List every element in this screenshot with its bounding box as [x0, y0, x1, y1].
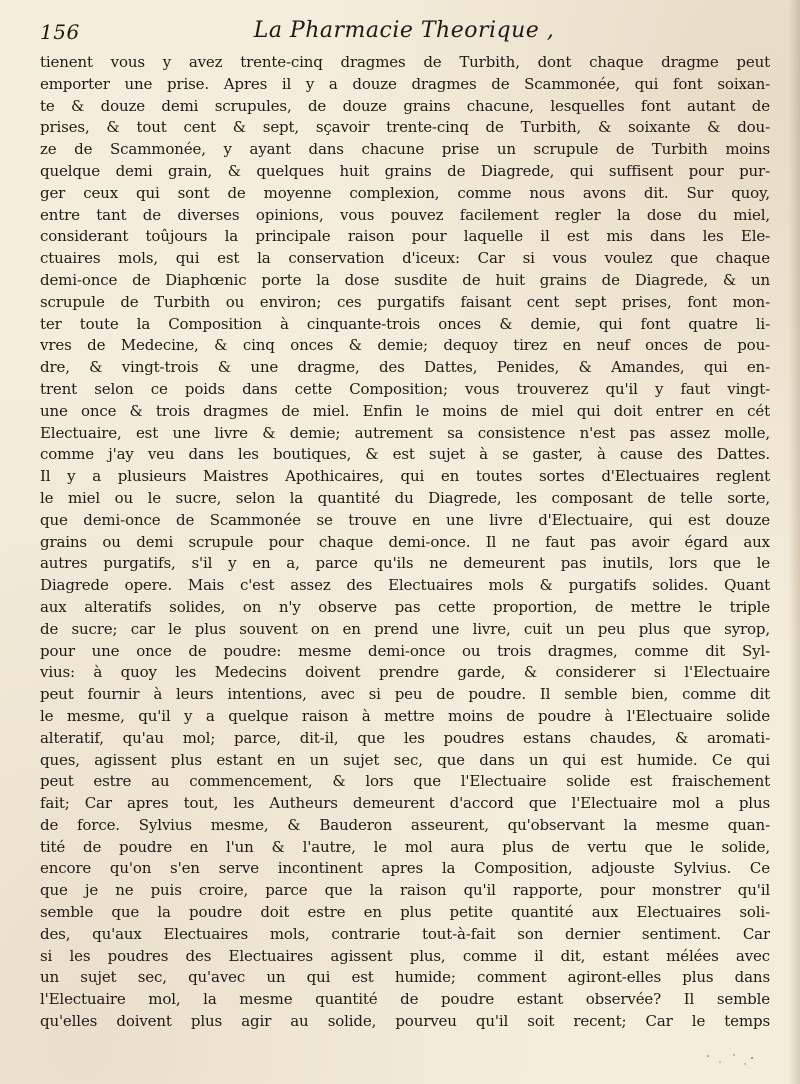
text-line: tité de poudre en l'un & l'autre, le mol aura plus de vertu que le solide, [40, 837, 770, 856]
text-line: aux alteratifs solides, on n'y observe pas cette proportion, de mettre le triple [40, 597, 770, 616]
text-line: encore qu'on s'en serve incontinent apres la Composition, adjouste Sylvius. Ce [40, 859, 770, 878]
text-line: le miel ou le sucre, selon la quantité du Diagrede, les composant de telle sorte, [40, 488, 770, 507]
text-line: de sucre; car le plus souvent on en prend une livre, cuit un peu plus que syrop, [40, 619, 770, 638]
text-line: ze de Scammonée, y ayant dans chacune prise un scrupule de Turbith moins [40, 140, 770, 159]
text-line: ger ceux qui sont de moyenne complexion, comme nous avons dit. Sur quoy, [40, 183, 770, 202]
text-line: si les poudres des Electuaires agissent plus, comme il dit, estant mélées avec [40, 946, 770, 965]
print-specks-decoration [700, 1050, 760, 1070]
text-line: peut estre au commencement, & lors que l'Electuaire solide est fraischement [40, 772, 770, 791]
text-line: le mesme, qu'il y a quelque raison à mettre moins de poudre à l'Electuaire solide [40, 706, 770, 725]
text-line: de force. Sylvius mesme, & Bauderon asseurent, qu'observant la mesme quan- [40, 815, 770, 834]
page-number: 156 [40, 20, 80, 44]
text-line: une once & trois dragmes de miel. Enfin le moins de miel qui doit entrer en cét [40, 401, 770, 420]
page-header [40, 16, 768, 46]
text-line: fait; Car apres tout, les Autheurs demeurent d'accord que l'Electuaire mol a plus [40, 794, 770, 813]
text-line: emporter une prise. Apres il y a douze dragmes de Scammonée, qui font soixan- [40, 74, 770, 93]
text-line: ques, agissent plus estant en un sujet sec, que dans un qui est humide. Ce qui [40, 750, 770, 769]
text-line: vres de Medecine, & cinq onces & demie; dequoy tirez en neuf onces de pou- [40, 336, 770, 355]
text-line: Electuaire, est une livre & demie; autrement sa consistence n'est pas assez molle, [40, 423, 770, 442]
text-line: autres purgatifs, s'il y en a, parce qu'ils ne demeurent pas inutils, lors que le [40, 554, 770, 573]
text-line: scrupule de Turbith ou environ; ces purgatifs faisant cent sept prises, font mon- [40, 292, 770, 311]
text-line: comme j'ay veu dans les boutiques, & est sujet à se gaster, à cause des Dattes. [40, 445, 770, 464]
text-line: alteratif, qu'au mol; parce, dit-il, que les poudres estans chaudes, & aromati- [40, 728, 770, 747]
text-line: pour une once de poudre: mesme demi-once ou trois dragmes, comme dit Syl- [40, 641, 770, 660]
body-text [40, 52, 770, 1033]
text-line: ter toute la Composition à cinquante-trois onces & demie, qui font quatre li- [40, 314, 770, 333]
text-line: considerant toûjours la principale raison pour laquelle il est mis dans les Ele- [40, 227, 770, 246]
text-line: entre tant de diverses opinions, vous pouvez facilement regler la dose du miel, [40, 205, 770, 224]
page-edge-shadow [788, 0, 800, 1084]
text-line: demi-once de Diaphœnic porte la dose susdite de huit grains de Diagrede, & un [40, 270, 770, 289]
running-title: La Pharmacie Theorique , [253, 18, 555, 43]
text-line: grains ou demi scrupule pour chaque demi-once. Il ne faut pas avoir égard aux [40, 532, 770, 551]
text-line: semble que la poudre doit estre en plus petite quantité aux Electuaires soli- [40, 903, 770, 922]
text-line: quelque demi grain, & quelques huit grains de Diagrede, qui suffisent pour pur- [40, 161, 770, 180]
text-line: un sujet sec, qu'avec un qui est humide; comment agiront-elles plus dans [40, 968, 770, 987]
text-line: l'Electuaire mol, la mesme quantité de poudre estant observée? Il semble [40, 990, 770, 1009]
text-line: qu'elles doivent plus agir au solide, pourveu qu'il soit recent; Car le temps [40, 1012, 770, 1031]
text-line: ctuaires mols, qui est la conservation d'iceux: Car si vous voulez que chaque [40, 249, 770, 268]
text-line: des, qu'aux Electuaires mols, contrarie tout-à-fait son dernier sentiment. Car [40, 924, 770, 943]
text-line: peut fournir à leurs intentions, avec si peu de poudre. Il semble bien, comme dit [40, 685, 770, 704]
text-line: prises, & tout cent & sept, sçavoir trente-cinq de Turbith, & soixante & dou- [40, 118, 770, 137]
text-line: trent selon ce poids dans cette Composition; vous trouverez qu'il y faut vingt- [40, 379, 770, 398]
text-line: dre, & vingt-trois & une dragme, des Dattes, Penides, & Amandes, qui en- [40, 358, 770, 377]
text-line: vius: à quoy les Medecins doivent prendre garde, & considerer si l'Electuaire [40, 663, 770, 682]
text-line: Il y a plusieurs Maistres Apothicaires, qui en toutes sortes d'Electuaires reglent [40, 467, 770, 486]
text-line: tienent vous y avez trente-cinq dragmes de Turbith, dont chaque dragme peut [40, 53, 770, 71]
text-line: te & douze demi scrupules, de douze grains chacune, lesquelles font autant de [40, 96, 770, 115]
text-line: que je ne puis croire, parce que la raison qu'il rapporte, pour monstrer qu'il [40, 881, 770, 900]
text-line: Diagrede opere. Mais c'est assez des Electuaires mols & purgatifs solides. Quant [40, 576, 770, 595]
text-line: que demi-once de Scammonée se trouve en une livre d'Electuaire, qui est douze [40, 510, 770, 529]
